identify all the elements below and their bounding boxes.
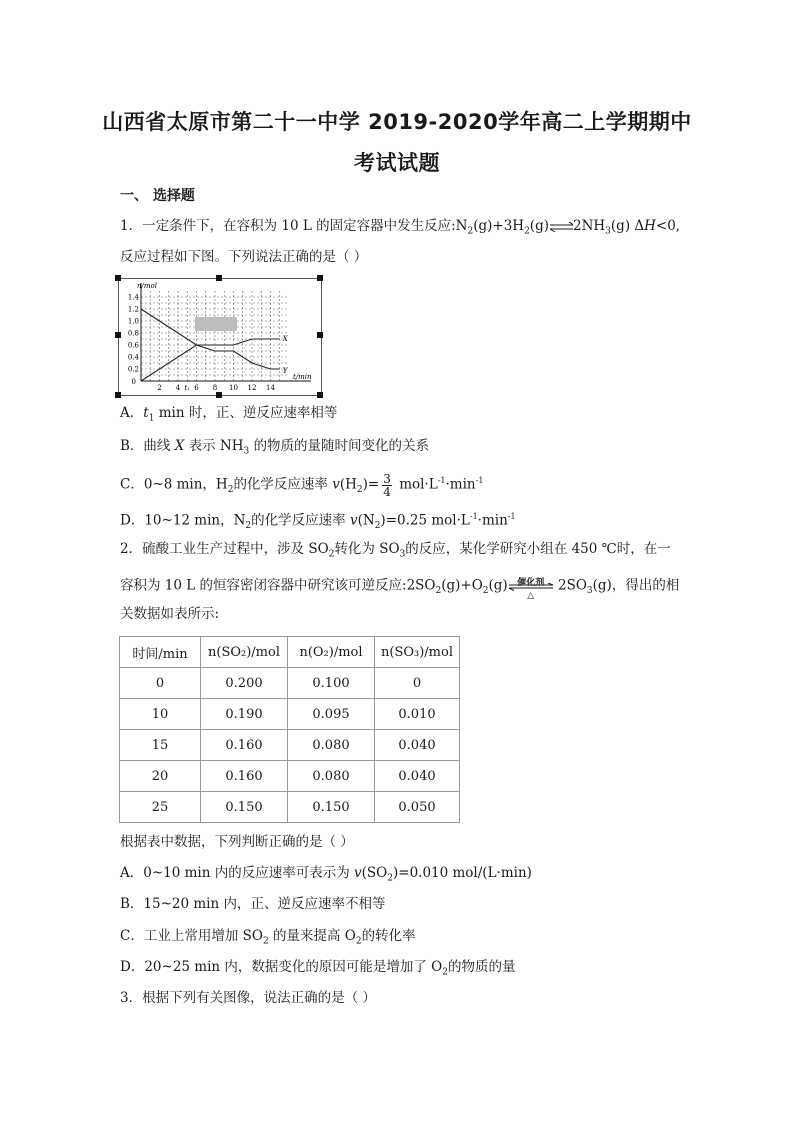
table-header-row bbox=[120, 637, 460, 668]
q2-stem-line2: 容积为 10 L 的恒容密闭容器中研究该可逆反应$:2SO_2(g)+O_2(g)$ 催化剂 △ $2SO_3(g)$，得出的相 bbox=[120, 575, 680, 600]
table-cell: 0.160 bbox=[201, 761, 288, 792]
q1-chart-frame bbox=[118, 278, 322, 396]
table-cell: 0 bbox=[120, 668, 201, 699]
table-cell: 0.150 bbox=[288, 792, 375, 823]
table-cell: 15 bbox=[120, 730, 201, 761]
section-heading: 一、 选择题 bbox=[120, 188, 195, 204]
q2-option-b: B．15~20 min 内，正、逆反应速率不相等 bbox=[120, 896, 386, 912]
resize-handle[interactable] bbox=[317, 392, 323, 398]
resize-handle[interactable] bbox=[216, 392, 222, 398]
q1-option-a: A．$t_1$ min 时，正、逆反应速率相等 bbox=[120, 405, 338, 424]
x-tick-label: 14 bbox=[266, 384, 275, 392]
resize-handle[interactable] bbox=[216, 275, 222, 281]
table-header-cell: n(SO₂)/mol bbox=[201, 637, 288, 668]
table-cell: 0.190 bbox=[201, 699, 288, 730]
y-tick-label: 0.2 bbox=[127, 365, 139, 374]
x-tick-label: t₁ bbox=[184, 384, 191, 392]
table-cell: 0.040 bbox=[375, 761, 460, 792]
q2-option-c: C．工业上常用增加 $SO_2$ 的量来提高 $O_2$的转化率 bbox=[120, 928, 416, 947]
table-header-cell: n(O₂)/mol bbox=[288, 637, 375, 668]
table-cell: 0.100 bbox=[288, 668, 375, 699]
table-cell: 10 bbox=[120, 699, 201, 730]
series-label: X bbox=[282, 335, 288, 343]
q1-stem: 1．一定条件下，在容积为 10 L 的固定容器中发生反应$:N_2(g)+3H_2(g)$ $2NH_3(g)$ ΔH<0, bbox=[120, 218, 681, 237]
table-header-cell: 时间/min bbox=[120, 637, 201, 668]
series-label: Y bbox=[282, 367, 288, 375]
document-title-line1: 山西省太原市第二十一中学 2019-2020学年高二上学期期中 bbox=[102, 110, 692, 134]
resize-handle[interactable] bbox=[317, 332, 323, 338]
resize-handle[interactable] bbox=[115, 332, 121, 338]
table-cell: 0.095 bbox=[288, 699, 375, 730]
resize-handle[interactable] bbox=[317, 275, 323, 281]
y-tick-label: 0.8 bbox=[127, 329, 139, 338]
q1-line-chart bbox=[119, 279, 321, 395]
table-cell: 0.160 bbox=[201, 730, 288, 761]
redacted-block bbox=[195, 317, 237, 331]
catalyst-equilibrium-arrow: 催化剂 △ bbox=[508, 575, 554, 597]
table-header-cell: n(SO₃)/mol bbox=[375, 637, 460, 668]
origin-label: 0 bbox=[131, 378, 136, 386]
x-tick-label: 12 bbox=[247, 384, 257, 392]
table-cell: 0.050 bbox=[375, 792, 460, 823]
resize-handle[interactable] bbox=[115, 392, 121, 398]
x-tick-label: 8 bbox=[212, 384, 218, 392]
table-cell: 0.040 bbox=[375, 730, 460, 761]
fraction: $\frac{3}{4}$ bbox=[383, 471, 391, 499]
table-cell: 25 bbox=[120, 792, 201, 823]
table-row bbox=[120, 730, 460, 761]
x-tick-label: 4 bbox=[175, 384, 181, 392]
table-cell: 0.080 bbox=[288, 761, 375, 792]
document-title-line2: 考试试题 bbox=[354, 151, 440, 175]
q1-stem-line2: 反应过程如下图。下列说法正确的是（ ） bbox=[120, 249, 368, 265]
table-row bbox=[120, 699, 460, 730]
y-tick-label: 0.4 bbox=[127, 353, 139, 362]
q1-option-c: C．0~8 min，$H_2$的化学反应速率 $v(H_2)=$ $\frac{3}{4}$ $mol\cdot L^{-1}\cdot\min^{-1}$ bbox=[120, 471, 484, 499]
y-tick-label: 1.4 bbox=[127, 293, 139, 302]
q2-stem-line3: 关数据如表所示: bbox=[120, 606, 220, 622]
q2-stem-line1: 2．硫酸工业生产过程中，涉及 $SO_2$转化为 $SO_3$的反应，某化学研究小组在 450 ℃时，在一 bbox=[120, 541, 671, 560]
x-axis-label: t/min bbox=[293, 373, 312, 381]
table-row bbox=[120, 792, 460, 823]
table-row bbox=[120, 761, 460, 792]
q2-option-d: D．20~25 min 内，数据变化的原因可能是增加了 $O_2$的物质的量 bbox=[120, 959, 516, 978]
table-cell: 0.010 bbox=[375, 699, 460, 730]
resize-handle[interactable] bbox=[115, 275, 121, 281]
q1-option-d: D．10~12 min，$N_2$的化学反应速率 $v(N_2)=0.25$ $mol\cdot L^{-1}\cdot\min^{-1}$ bbox=[120, 512, 516, 532]
q2-data-table bbox=[119, 636, 460, 823]
table-cell: 0.200 bbox=[201, 668, 288, 699]
q2-option-a: A．0~10 min 内的反应速率可表示为 $v(SO_2)=0.010$ mol/(L·min) bbox=[120, 865, 532, 884]
y-tick-label: 1.2 bbox=[127, 305, 139, 314]
table-cell: 20 bbox=[120, 761, 201, 792]
equilibrium-arrow-icon bbox=[549, 222, 573, 232]
y-tick-label: 0.6 bbox=[127, 341, 139, 350]
table-cell: 0 bbox=[375, 668, 460, 699]
x-tick-label: 2 bbox=[157, 384, 162, 392]
y-axis-label: n/mol bbox=[137, 282, 157, 290]
y-tick-label: 1.0 bbox=[127, 317, 139, 326]
x-tick-label: 10 bbox=[229, 384, 238, 392]
table-cell: 0.080 bbox=[288, 730, 375, 761]
q1-option-b: B．曲线 X 表示 $NH_3$ 的物质的量随时间变化的关系 bbox=[120, 438, 430, 457]
q3-stem: 3．根据下列有关图像，说法正确的是（ ） bbox=[120, 990, 376, 1006]
q2-prompt: 根据表中数据，下列判断正确的是（ ） bbox=[120, 834, 354, 850]
table-row bbox=[120, 668, 460, 699]
x-tick-label: 6 bbox=[194, 384, 199, 392]
table-cell: 0.150 bbox=[201, 792, 288, 823]
